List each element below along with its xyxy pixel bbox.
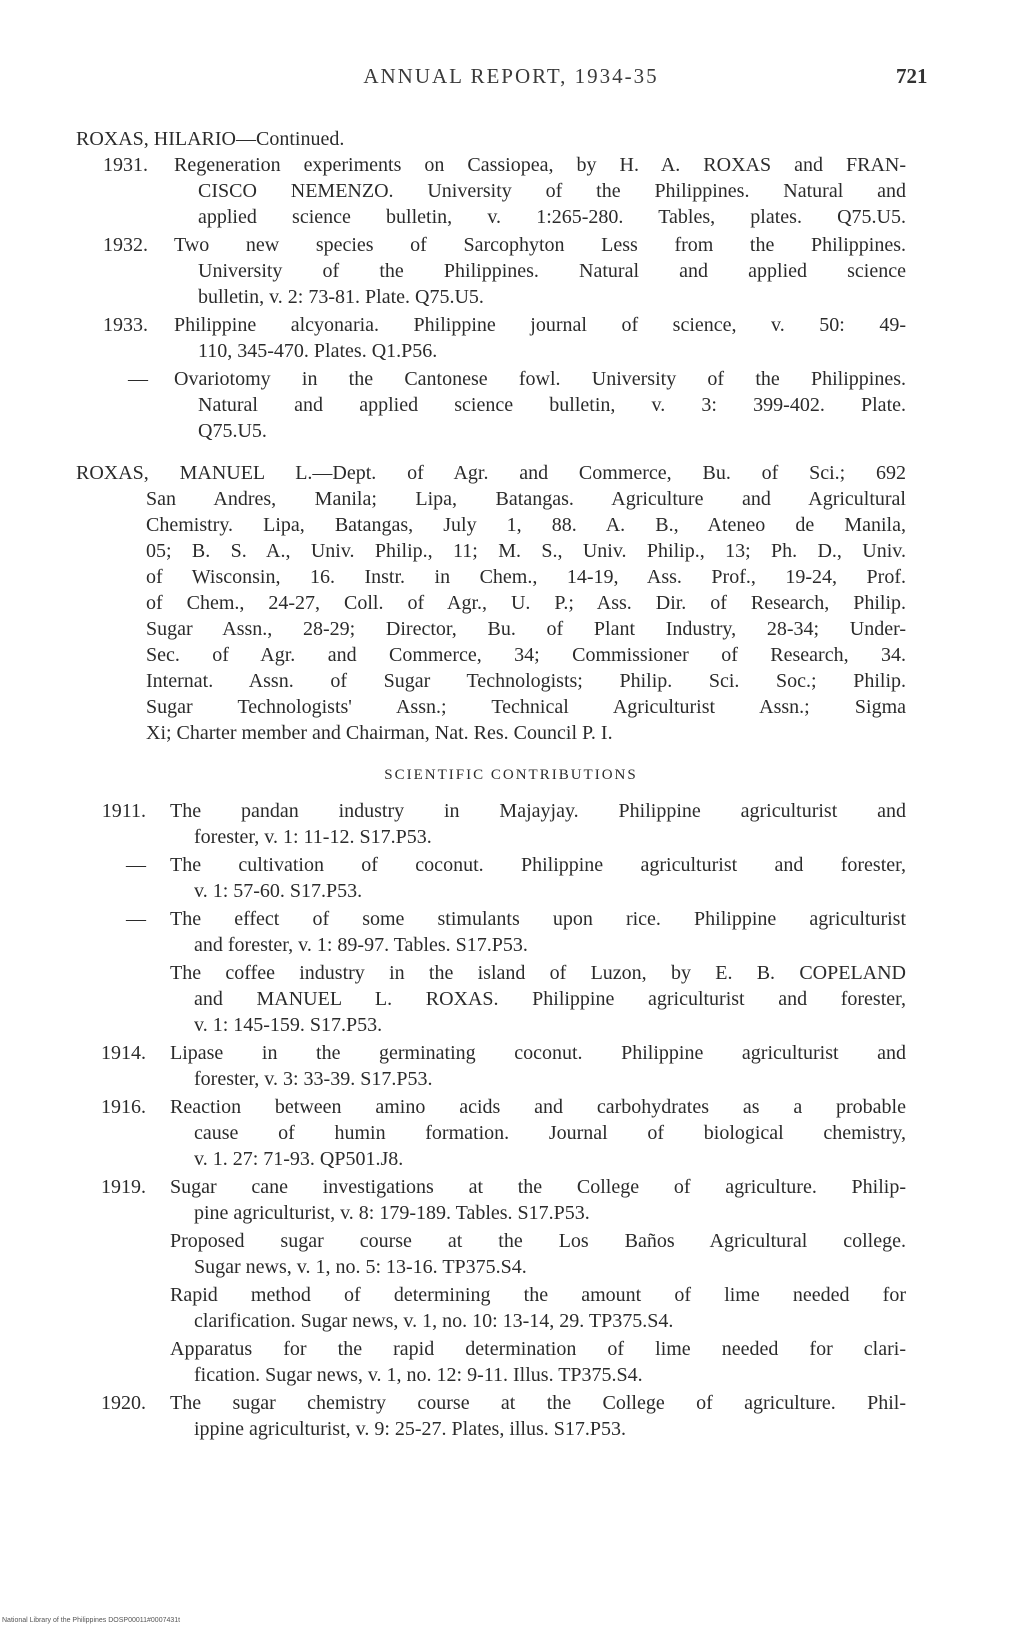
entry-year: 1911.: [101, 800, 146, 822]
running-head: ANNUAL REPORT, 1934-35: [363, 64, 659, 88]
entry-line: Lipase in the germinating coconut. Philippine agriculturist and: [170, 1042, 906, 1064]
entry-line: fication. Sugar news, v. 1, no. 12: 9-11. Illus. TP375.S4.: [194, 1364, 643, 1386]
entry-year: 1916.: [101, 1096, 146, 1118]
author-heading-hilario: ROXAS, HILARIO—Continued.: [76, 128, 345, 150]
entry-line: cause of humin formation. Journal of biological chemistry,: [194, 1122, 906, 1144]
entry-line: The sugar chemistry course at the College of agriculture. Phil-: [170, 1392, 906, 1414]
entry-line: v. 1: 57-60. S17.P53.: [194, 880, 363, 902]
entry-line: Proposed sugar course at the Los Baños Agricultural college.: [170, 1230, 906, 1252]
bio-line: Chemistry. Lipa, Batangas, July 1, 88. A. B., Ateneo de Manila,: [146, 514, 906, 536]
entry-year: 1933.: [103, 314, 148, 336]
bio-line: Xi; Charter member and Chairman, Nat. Res. Council P. I.: [146, 722, 613, 744]
entry-line: University of the Philippines. Natural and applied science: [198, 260, 906, 282]
entry-line: The cultivation of coconut. Philippine agriculturist and forester,: [170, 854, 906, 876]
bio-line: of Chem., 24-27, Coll. of Agr., U. P.; Ass. Dir. of Research, Philip.: [146, 592, 906, 614]
entry-line: Two new species of Sarcophyton Less from the Philippines.: [174, 234, 906, 256]
entry-year: —: [126, 908, 146, 930]
entry-year: 1932.: [103, 234, 148, 256]
entry-line: The effect of some stimulants upon rice. Philippine agriculturist: [170, 908, 906, 930]
scan-footer: National Library of the Philippines DOSP00011#0007431t: [2, 1617, 181, 1624]
bio-line: Internat. Assn. of Sugar Technologists; Philip. Sci. Soc.; Philip.: [146, 670, 906, 692]
entry-year: —: [128, 368, 148, 390]
bio-line: 05; B. S. A., Univ. Philip., 11; M. S., Univ. Philip., 13; Ph. D., Univ.: [146, 540, 906, 562]
entry-line: and forester, v. 1: 89-97. Tables. S17.P53.: [194, 934, 528, 956]
bio-line: San Andres, Manila; Lipa, Batangas. Agriculture and Agricultural: [146, 488, 906, 510]
entry-year: —: [126, 854, 146, 876]
entry-year: 1931.: [103, 154, 148, 176]
entry-line: 110, 345-470. Plates. Q1.P56.: [198, 340, 438, 362]
entry-line: Sugar cane investigations at the College of agriculture. Philip-: [170, 1176, 906, 1198]
entry-line: Natural and applied science bulletin, v. 3: 399-402. Plate.: [198, 394, 906, 416]
bio-line: Sec. of Agr. and Commerce, 34; Commissioner of Research, 34.: [146, 644, 906, 666]
entry-year: 1919.: [101, 1176, 146, 1198]
entry-line: CISCO NEMENZO. University of the Philippines. Natural and: [198, 180, 906, 202]
entry-line: Q75.U5.: [198, 420, 267, 442]
entry-line: The pandan industry in Majayjay. Philippine agriculturist and: [170, 800, 906, 822]
entry-line: ippine agriculturist, v. 9: 25-27. Plates, illus. S17.P53.: [194, 1418, 627, 1440]
entry-line: bulletin, v. 2: 73-81. Plate. Q75.U5.: [198, 286, 484, 308]
entry-line: v. 1: 145-159. S17.P53.: [194, 1014, 383, 1036]
bio-line: Sugar Technologists' Assn.; Technical Agriculturist Assn.; Sigma: [146, 696, 906, 718]
entry-line: forester, v. 3: 33-39. S17.P53.: [194, 1068, 433, 1090]
entry-line: Philippine alcyonaria. Philippine journal of science, v. 50: 49-: [174, 314, 906, 336]
entry-line: clarification. Sugar news, v. 1, no. 10: 13-14, 29. TP375.S4.: [194, 1310, 674, 1332]
entry-line: pine agriculturist, v. 8: 179-189. Tables. S17.P53.: [194, 1202, 590, 1224]
entry-line: v. 1. 27: 71-93. QP501.J8.: [194, 1148, 404, 1170]
page-number: 721: [896, 64, 928, 88]
entry-line: Apparatus for the rapid determination of lime needed for clari-: [170, 1338, 906, 1360]
entry-line: Reaction between amino acids and carbohydrates as a probable: [170, 1096, 906, 1118]
entry-line: applied science bulletin, v. 1:265-280. Tables, plates. Q75.U5.: [198, 206, 906, 228]
entry-line: Sugar news, v. 1, no. 5: 13-16. TP375.S4.: [194, 1256, 527, 1278]
entry-line: and MANUEL L. ROXAS. Philippine agriculturist and forester,: [194, 988, 906, 1010]
entry-line: Regeneration experiments on Cassiopea, by H. A. ROXAS and FRAN-: [174, 154, 906, 176]
entry-year: 1920.: [101, 1392, 146, 1414]
entry-line: The coffee industry in the island of Luzon, by E. B. COPELAND: [170, 962, 906, 984]
entry-line: forester, v. 1: 11-12. S17.P53.: [194, 826, 432, 848]
entry-line: Rapid method of determining the amount of lime needed for: [170, 1284, 906, 1306]
entry-line: Ovariotomy in the Cantonese fowl. University of the Philippines.: [174, 368, 906, 390]
section-heading: SCIENTIFIC CONTRIBUTIONS: [384, 767, 638, 783]
bio-line: of Wisconsin, 16. Instr. in Chem., 14-19, Ass. Prof., 19-24, Prof.: [146, 566, 906, 588]
bio-line: Sugar Assn., 28-29; Director, Bu. of Plant Industry, 28-34; Under-: [146, 618, 906, 640]
entry-year: 1914.: [101, 1042, 146, 1064]
bio-line: ROXAS, MANUEL L.—Dept. of Agr. and Commerce, Bu. of Sci.; 692: [76, 462, 906, 484]
